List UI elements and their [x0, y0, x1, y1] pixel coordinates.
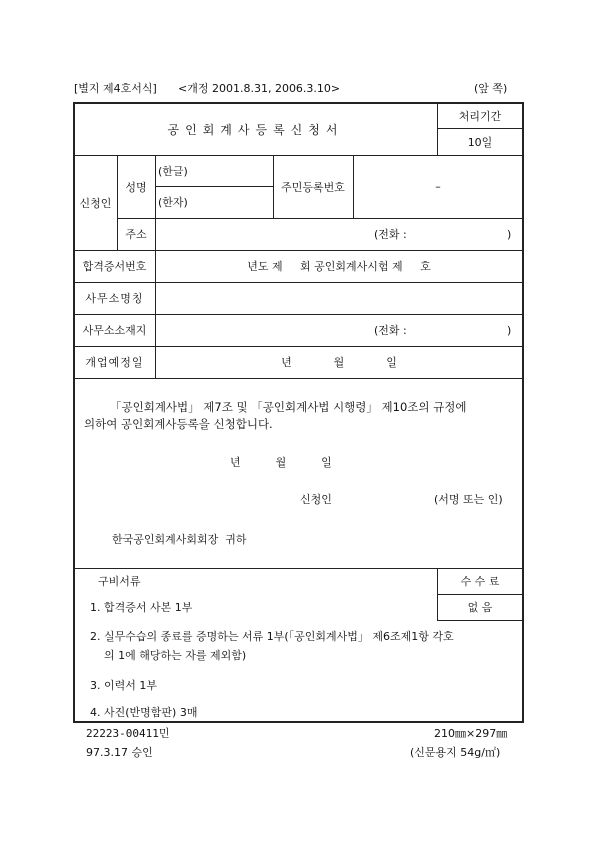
- fee-value: 없 음: [467, 601, 493, 614]
- document-item-2-line-1: 2. 실무수습의 종료를 증명하는 서류 1부(「공인회계사법」 제6조제1항 각호: [90, 630, 454, 643]
- rule: [117, 218, 523, 219]
- certificate-no-field[interactable]: 년도 제 회 공인회계사시험 제 호: [247, 260, 431, 273]
- revision-note: <개정 2001.8.31, 2006.3.10>: [178, 82, 341, 95]
- document-item-1: 1. 합격증서 사본 1부: [90, 601, 193, 614]
- rule: [437, 620, 523, 621]
- opening-date-field[interactable]: 년 월 일: [281, 356, 397, 369]
- address-phone-close: ): [507, 227, 512, 241]
- address-label: 주소: [125, 228, 147, 241]
- office-phone-close: ): [507, 323, 512, 337]
- korean-name-label: (한글): [158, 164, 188, 178]
- opening-date-label: 개업예정일: [85, 356, 144, 369]
- rule: [74, 378, 523, 379]
- applicant-label: 신청인: [79, 196, 112, 210]
- statement-date: 년 월 일: [230, 456, 332, 469]
- approval-date: 97.3.17 승인: [86, 746, 153, 759]
- form-id: [별지 제4호서식]: [74, 82, 157, 95]
- name-label: 성명: [125, 180, 147, 194]
- signature-label: (서명 또는 인): [434, 493, 503, 506]
- statement-applicant: 신청인: [300, 493, 332, 506]
- hanja-name-label: (한자): [158, 196, 188, 209]
- documents-title: 구비서류: [98, 575, 141, 588]
- office-name-field[interactable]: [156, 283, 522, 313]
- recipient: 한국공인회계사회회장 귀하: [112, 533, 247, 546]
- page-side-label: (앞 쪽): [474, 82, 508, 95]
- office-name-label: 사무소명칭: [85, 292, 144, 305]
- statement-line-1: 「공인회계사법」 제7조 및 「공인회계사법 시행령」 제10조의 규정에: [110, 400, 467, 414]
- resident-no-field[interactable]: –: [435, 180, 441, 193]
- resident-no-label: 주민등록번호: [281, 180, 345, 194]
- form-code: 22223-00411민: [86, 727, 170, 740]
- document-item-2-line-2: 의 1에 해당하는 자를 제외함): [104, 649, 247, 662]
- fee-label: 수 수 료: [460, 575, 500, 588]
- paper-type: (신문용지 54g/㎡): [410, 746, 501, 759]
- processing-period-label: 처리기간: [458, 109, 502, 123]
- address-phone-label: (전화 :: [374, 228, 407, 241]
- document-item-3: 3. 이력서 1부: [90, 679, 157, 692]
- paper-size: 210㎜×297㎜: [434, 727, 508, 740]
- statement-line-2: 의하여 공인회계사등록을 신청합니다.: [84, 417, 273, 431]
- certificate-no-label: 합격증서번호: [82, 260, 147, 273]
- document-item-4: 4. 사진(반명함판) 3매: [90, 706, 198, 719]
- form-title: 공인회계사등록신청서: [167, 122, 344, 137]
- processing-period-value: 10일: [467, 135, 493, 149]
- office-address-label: 사무소소재지: [82, 324, 147, 337]
- office-phone-label: (전화 :: [374, 324, 407, 337]
